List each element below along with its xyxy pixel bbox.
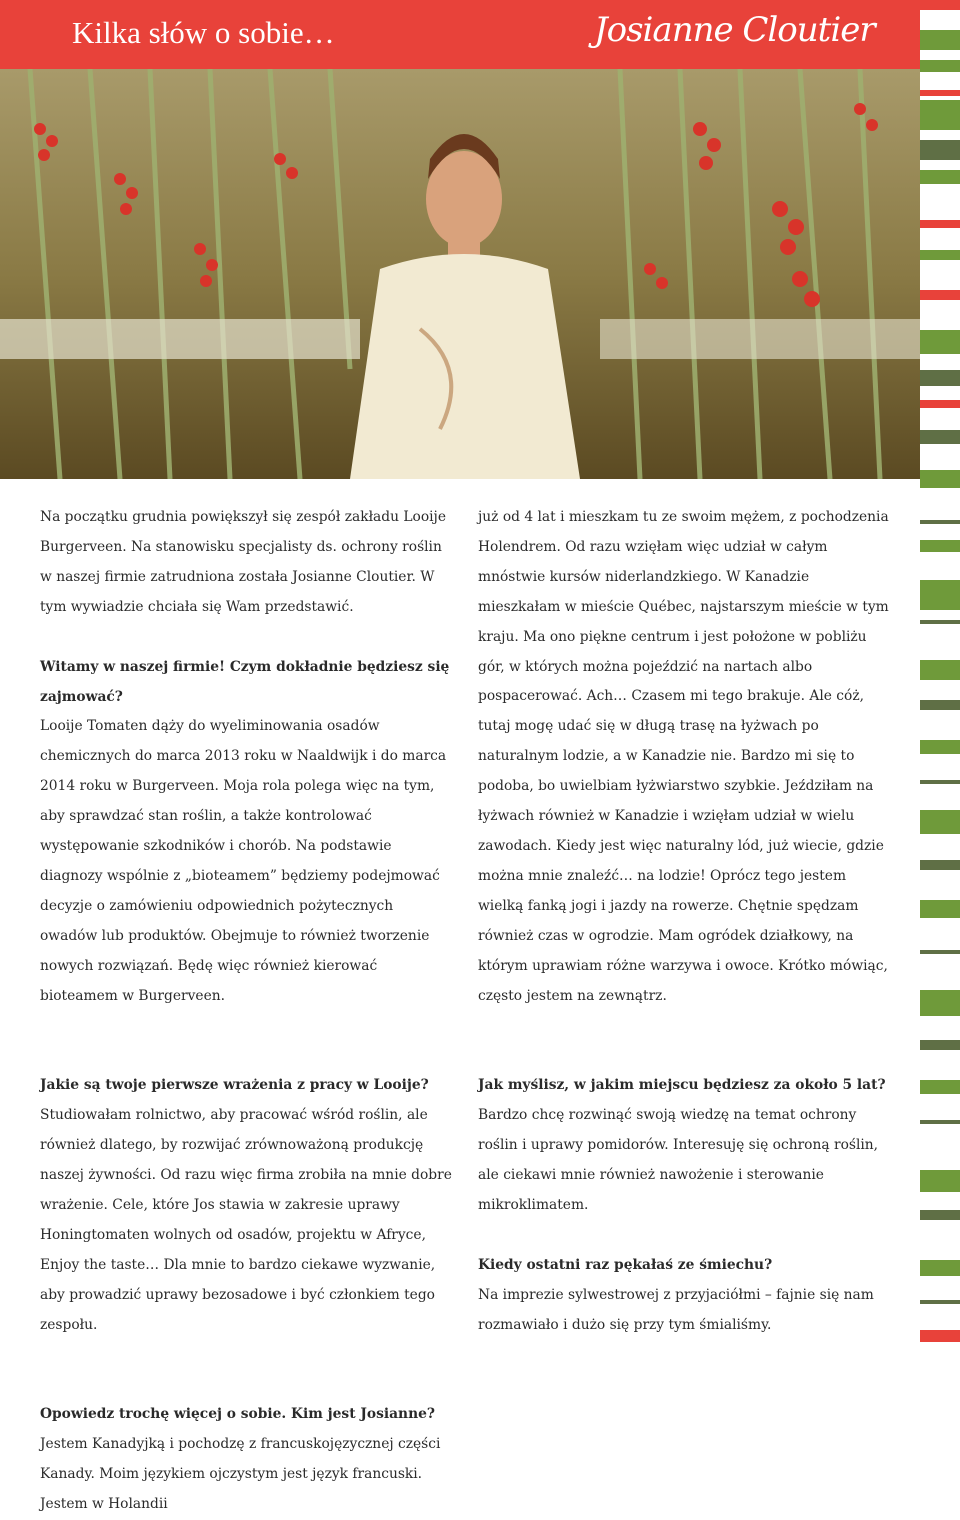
answer-4: Bardzo chcę rozwinąć swoją wiedzę na temat ochrony roślin i uprawy pomidorów. Interesuję się ochroną roślin, ale ciekawi mnie również nawożenie i sterowanie mikroklimatem. [478,1107,879,1213]
question-1: Witamy w naszej firmie! Czym dokładnie będziesz się zajmować? [40,658,450,705]
answer-3: Jestem Kanadyjką i pochodzę z francuskojęzycznej części Kanady. Moim językiem ojczystym jest język francuski. Jestem w Holandii [40,1436,441,1512]
greenhouse-photo-illustration [0,69,920,479]
intro-paragraph: Na początku grudnia powiększył się zespół zakładu Looije Burgerveen. Na stanowisku specjalisty ds. ochrony roślin w naszej firmie zatrudniona została Josianne Cloutier. W tym wywiadzie chciała się Wam przedstawić. [40,509,447,615]
page-header [0,0,920,69]
employee-name: Josianne Cloutier [594,10,875,50]
right-column [478,503,892,1340]
question-5: Kiedy ostatni raz pękałaś ze śmiechu? [478,1256,773,1273]
left-column [40,503,454,1520]
greenhouse-photo [0,69,920,479]
question-2: Jakie są twoje pierwsze wrażenia z pracy w Looije? [40,1077,429,1094]
decorative-stripes [920,0,960,1358]
page-title: Kilka słów o sobie… [72,15,335,50]
question-4: Jak myślisz, w jakim miejscu będziesz za około 5 lat? [478,1077,886,1094]
answer-2: Studiowałam rolnictwo, aby pracować wśród roślin, ale również dlatego, by rozwijać zrównoważoną produkcję naszej żywności. Od razu więc firma zrobiła na mnie dobre wrażenie. Cele, które Jos stawia w zakresie uprawy Honingtomaten wolnych od osadów, projektu w Afryce, Enjoy the taste… Dla mnie to bardzo ciekawe wyzwanie, aby prowadzić uprawy bezosadowe i być członkiem tego zespołu. [40,1107,452,1333]
answer-3-continued: już od 4 lat i mieszkam tu ze swoim mężem, z pochodzenia Holendrem. Od razu wzięłam więc udział w całym mnóstwie kursów niderlandzkiego. W Kanadzie mieszkałam w mieście Québec, najstarszym mieście w tym kraju. Ma ono piękne centrum i jest położone w pobliżu gór, w których można pojeździć na nartach albo pospacerować. Ach… Czasem mi tego brakuje. Ale cóż, tutaj mogę udać się w długą trasę na łyżwach po naturalnym lodzie, a w Kanadzie nie. Bardzo mi się to podoba, bo uwielbiam łyżwiarstwo szybkie. Jeździłam na łyżwach również w Kanadzie i wzięłam udział w wielu zawodach. Kiedy jest więc naturalny lód, już wiecie, gdzie można mnie znaleźć… na lodzie! Oprócz tego jestem wielką fanką jogi i jazdy na rowerze. Chętnie spędzam również czas w ogrodzie. Mam ogródek działkowy, na którym uprawiam różne warzywa i owoce. Krótko mówiąc, często jestem na zewnątrz. [478,509,889,1004]
answer-5: Na imprezie sylwestrowej z przyjaciółmi – fajnie się nam rozmawiało i dużo się przy tym śmialiśmy. [478,1286,874,1333]
answer-1: Looije Tomaten dąży do wyeliminowania osadów chemicznych do marca 2013 roku w Naaldwijk i do marca 2014 roku w Burgerveen. Moja rola polega więc na tym, aby sprawdzać stan roślin, a także kontrolować występowanie szkodników i chorób. Na podstawie diagnozy wspólnie z „bioteamem” będziemy podejmować decyzje o zamówieniu odpowiednich pożytecznych owadów lub produktów. Obejmuje to również tworzenie nowych rozwiązań. Będę więc również kierować bioteamem w Burgerveen. [40,718,447,1004]
question-3: Opowiedz trochę więcej o sobie. Kim jest Josianne? [40,1406,435,1423]
